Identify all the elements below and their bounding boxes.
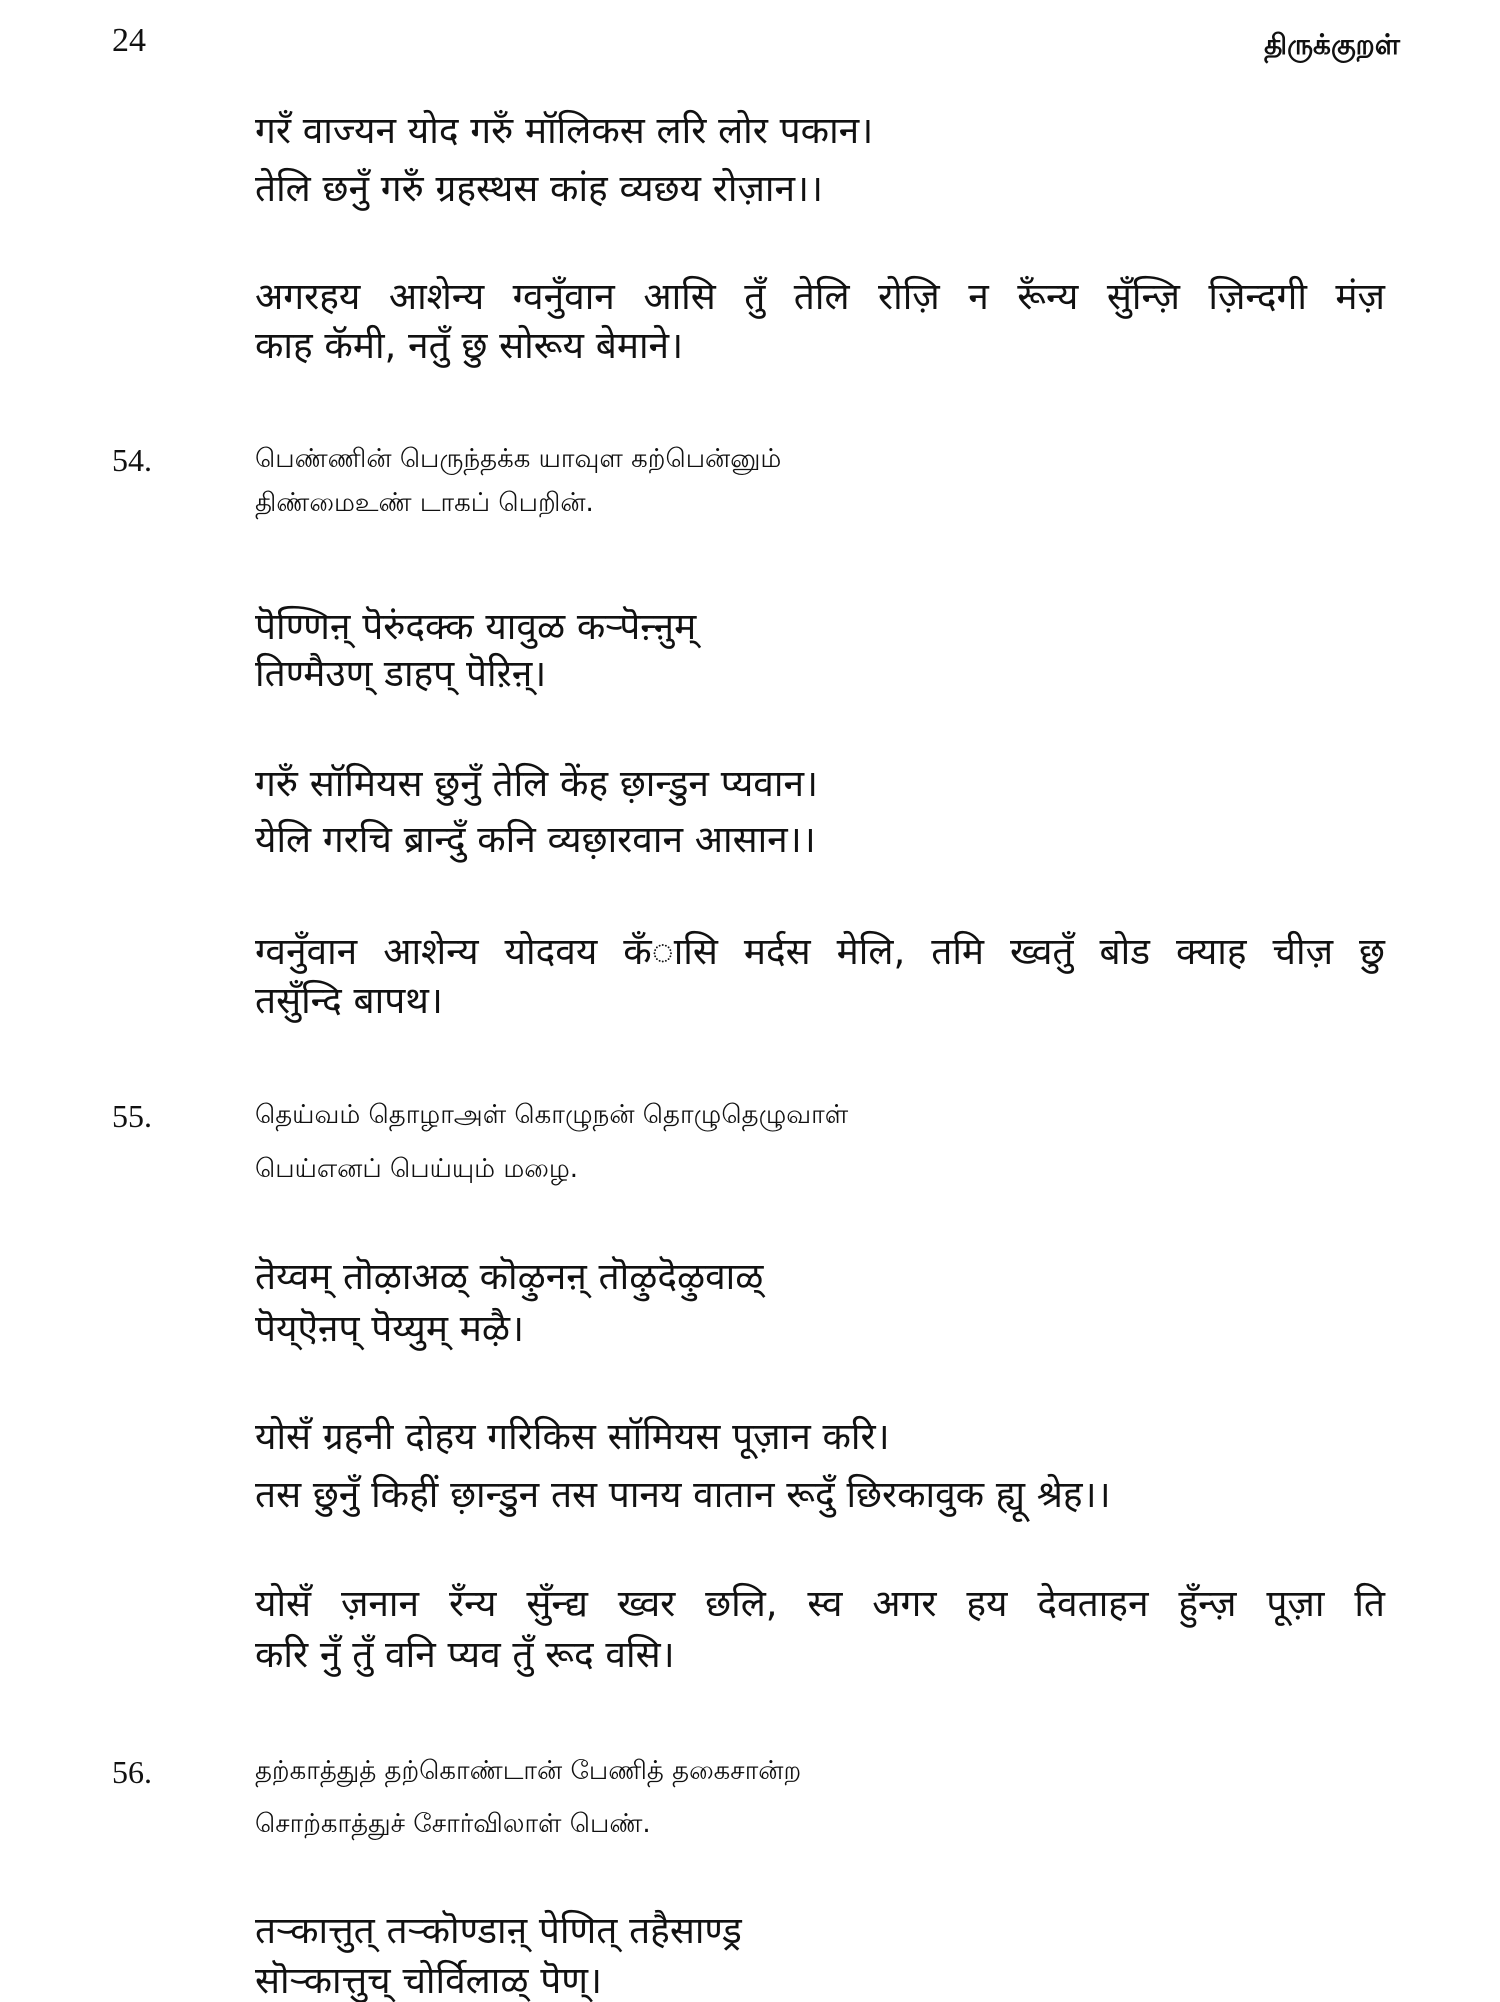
translation-line: गरँ वाज्यन योद गरुँ मॉलिकस लरि लोर पकान। (255, 109, 874, 152)
verse-number: 55. (112, 1098, 152, 1134)
prose-line: करि नुँ तुँ वनि प्यव तुँ रूद वसि। (255, 1633, 675, 1676)
transliteration-line: पॆण्णिऩ् पॆरुंदक्क यावुळ कऱ्पॆऩ्ऩुम् (255, 605, 697, 648)
prose-line: योसँ ज़नान रँन्य सुँन्द्य ख्वर छलि, स्व अगर हय देवताहन हुँन्ज़ पूज़ा ति (255, 1582, 1385, 1625)
tamil-verse-line: தெய்வம் தொழாஅள் கொழுநன் தொழுதெழுவாள் (255, 1100, 849, 1130)
transliteration-line: तऱ्कात्तुत् तऱ्कॊण्डाऩ् पेणित् तहैसाण्ड्र (255, 1909, 742, 1952)
transliteration-line: पॆय्ऎऩप् पॆय्युम् मऴै। (255, 1307, 525, 1350)
verse-number: 54. (112, 442, 152, 478)
transliteration-line: तॆय्वम् तॊऴाअळ् कॊऴुनऩ् तॊऴुदॆऴुवाळ् (255, 1255, 764, 1298)
transliteration-line: तिण्मैउण् डाहप् पॆऱिऩ्। (255, 652, 547, 695)
tamil-verse-line: திண்மைஉண் டாகப் பெறின். (255, 488, 594, 518)
tamil-verse-line: தற்காத்துத் தற்கொண்டான் பேணித் தகைசான்ற (255, 1756, 802, 1786)
translation-line: तेलि छनुँ गरुँ ग्रहस्थस कांह व्यछय रोज़ान।। (255, 167, 824, 210)
prose-line: काह कॅमी, नतुँ छु सोरूय बेमाने। (255, 324, 684, 367)
translation-line: येलि गरचि ब्रान्दुँ कनि व्यछ़ारवान आसान।। (255, 818, 816, 861)
tamil-verse-line: பெண்ணின் பெருந்தக்க யாவுள கற்பென்னும் (255, 444, 782, 474)
page-number: 24 (112, 22, 146, 59)
transliteration-line: सॊऱ्कात्तुच् चोर्विलाळ् पॆण्। (255, 1959, 603, 2002)
translation-line: योसँ ग्रहनी दोहय गरिकिस सॉमियस पूज़ान करि। (255, 1415, 890, 1458)
translation-line: गरुँ सॉमियस छुनुँ तेलि केंह छ़ान्डुन प्यवान। (255, 762, 818, 805)
prose-line: ग्वनुँवान आशेन्य योदवय कँासि मर्दस मेलि, तमि ख्वतुँ बोड क्याह चीज़ छु (255, 930, 1385, 973)
prose-line: अगरहय आशेन्य ग्वनुँवान आसि तुँ तेलि रोज़ि न रूँन्य सुँन्ज़ि ज़िन्दगी मंज़ (255, 275, 1385, 318)
tamil-verse-line: பெய்எனப் பெய்யும் மழை. (255, 1154, 579, 1184)
verse-number: 56. (112, 1754, 152, 1790)
running-header: திருக்குறள் (1264, 28, 1400, 61)
prose-line: तसुँन्दि बापथ। (255, 979, 443, 1022)
tamil-verse-line: சொற்காத்துச் சோர்விலாள் பெண். (255, 1809, 651, 1839)
translation-line: तस छुनुँ किहीं छ़ान्डुन तस पानय वातान रूदुँ छिरकावुक ह्यू श्रेह।। (255, 1473, 1111, 1516)
